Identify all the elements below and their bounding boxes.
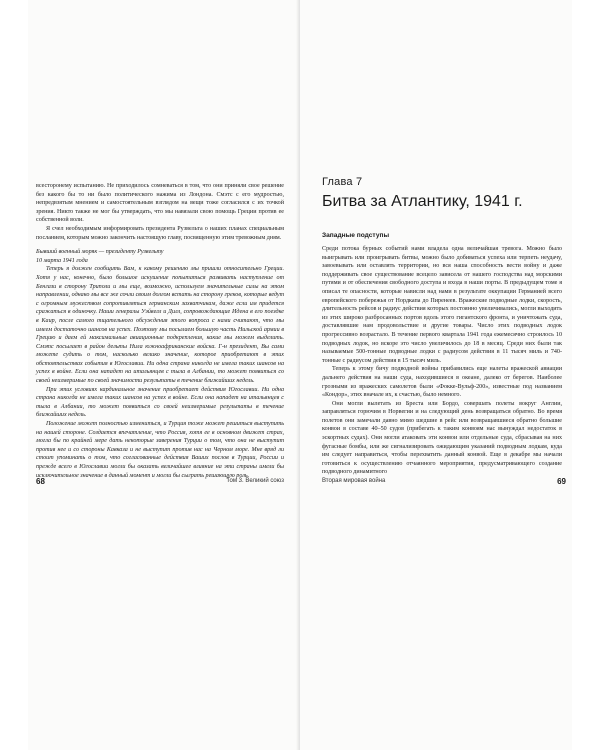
running-head: Том 3. Великий союз xyxy=(226,478,284,484)
right-footer xyxy=(314,477,566,489)
page-number: 69 xyxy=(557,477,566,486)
right-paragraph-1: Среди потока бурных событий нами владела одна величайшая тревога. Можно было выигрывать или проигрывать битвы, можно было добиваться успеха или терпеть неудачу, завоевывать или оставлять территории, но вся наша способность вести войну и даже поддерживать свое существование всецело зависела от нашего господства над морскими путями и от обеспечения свободного доступа и входа в наши порты. В предыдущем томе я описал те опасности, которые нависли над нами в результате оккупации Германией всего европейского побережья от Нордкапа до Пиренеев. Вражеские подводные лодки, скорость, длительность рейсов и радиус действия которых постоянно увеличивались, могли выходить из этих широко разбросанных портов вдоль этого гигантского фронта, и уничтожать суда, доставлявшие нам продовольствие и другие товары. Число этих подводных лодок прогрессивно возрастало. В течение первого квартала 1941 года ежемесячно строилось 10 подводных лодок, но вскоре это число увеличилось до 18 в месяц. Среди них были так называемые 500-тонные подводные лодки с радиусом действия в 11 тысяч миль и 740-тонные с радиусом действия в 15 тысяч миль. xyxy=(322,246,562,364)
running-head: Вторая мировая война xyxy=(322,478,386,484)
right-paragraph-3: Они могли вылетать из Бреста или Бордо, совершать полеты вокруг Англии, заправляться горючим в Норвегии и на следующий день возвращаться обратно. Во время полетов они замечали давно мимо шедшие в рейс или возвращавшиеся обратно большие конвои в составе 40–50 судов (прибегать к таким конвоям нас вынуждал недостаток в эскортных судах). Они могли атаковать эти конвои или отдельные суда, сбрасывая на них фугасные бомбы, или же сигнализировать ожидающим указаний подводным лодкам, куда им следует направиться, чтобы перехватить данный конвой. Еще в декабре мы начали готовиться к осуществлению отчаянного мероприятия, предусматривающего создание подводного динамитного xyxy=(322,400,562,476)
letter-paragraph-2: При этих условиях кардинальное значение приобретает действия Югославии. Ни одна страна никогда не имела таких шансов на успех в войне. Если она нападет на итальянцев с тыла в Албании, то может появиться со своей неизмеримые результаты в течение ближайших недель. xyxy=(36,386,284,419)
letter-date: 10 марта 1941 года xyxy=(36,257,88,264)
left-paragraph-1: всесторонему испытанию. Не приходилось сомневаться в том, что они приняли свое решение без какого бы то ни было политического нажима из Лондона. Смэтс с его мудростью, непредвзятым мнением и самостоятельным взглядом на вещи тоже согласился с их точкой зрения. Никто также не мог бы утверждать, что мы навязали свою помощь Греции против ее собственной воли. xyxy=(36,183,284,224)
chapter-title: Битва за Атлантику, 1941 г. xyxy=(322,193,523,210)
page-number: 68 xyxy=(36,477,45,486)
left-page xyxy=(28,0,300,750)
letter-paragraph-3: Положение может полностью измениться, и Турция тоже может решиться выступить на нашей стороне. Создается впечатление, что Россия, хотя ее в основном движет страх, могла бы по крайней мере дать некоторые заверения Турции о том, что она не выступит против нее и со стороны Кавказа и не выступит против нас на Черном море. Мне вряд ли стоит упоминать о том, что согласованные действия Ваших послов в Турции, России и прежде всего в Югославии могли бы оказать величайшее влияние на эти страны имели бы исключительное значение в данный момент и могли бы сыграть решающую роль. xyxy=(36,421,284,479)
section-title: Западные подступы xyxy=(322,232,390,239)
chapter-label: Глава 7 xyxy=(322,176,363,188)
left-page-text xyxy=(36,182,284,480)
letter-heading: Бывший военный моряк — президенту Рузвельту xyxy=(36,249,164,256)
right-paragraph-2: Теперь к этому бичу подводной войны прибавились еще налеты вражеской авиации дальнего действия на наши суда, находившиеся в океане, далеко от берегов. Наиболее грозными из вражеских самолетов были «Фокке-Вульф-200», известные под названием «Кондор», этих вначале их, к счастью, было немного. xyxy=(322,366,562,399)
right-page xyxy=(300,0,572,750)
left-footer xyxy=(36,477,288,489)
left-paragraph-2: Я счел необходимым информировать президента Рузвельта о наших планах специальным посланием, которым можно закончить настоящую главу, посвященную этим тревожным дням. xyxy=(36,225,284,241)
letter-paragraph-1: Теперь я должен сообщить Вам, к какому решению мы пришли относительно Греции. Хотя у нас, конечно, было большое искушение попытаться развивать наступление от Бенгази в сторону Триполи и мы еще, возможно, используем значительные силы на этом направлении, однако мы все же сочли своим долгом встать на сторону греков, которые ведут с огромным мужеством сопротивляться германским захватчикам, даже если им придется сражаться в одиночку. Наши генералы Уэйвелл и Дилл, сопровождающие Идена в его поездке в Каир, после самого тщательного обсуждения этого вопроса с нами считают, что мы имеем достаточно шансов на успех. Поэтому мы посылаем большую часть Нильской армии в Грецию и даем ей максимальные авиационные подкрепления, какие мы можем выделить. Смэтс посылает в район дельты Нила южноафриканские войска. Г-н президент, Вы сами можете судить о том, насколько велико значение, которое приобретают в этих обстоятельствах события в Югославии. Ни одна страна никогда не имела таких шансов на успех в войне. Если она нападет на итальянцев с тыла в Албании, то может появиться со своей неизмеримые по своей значимости результаты в течение ближайших недель. xyxy=(36,266,284,385)
right-page-text xyxy=(322,245,562,477)
